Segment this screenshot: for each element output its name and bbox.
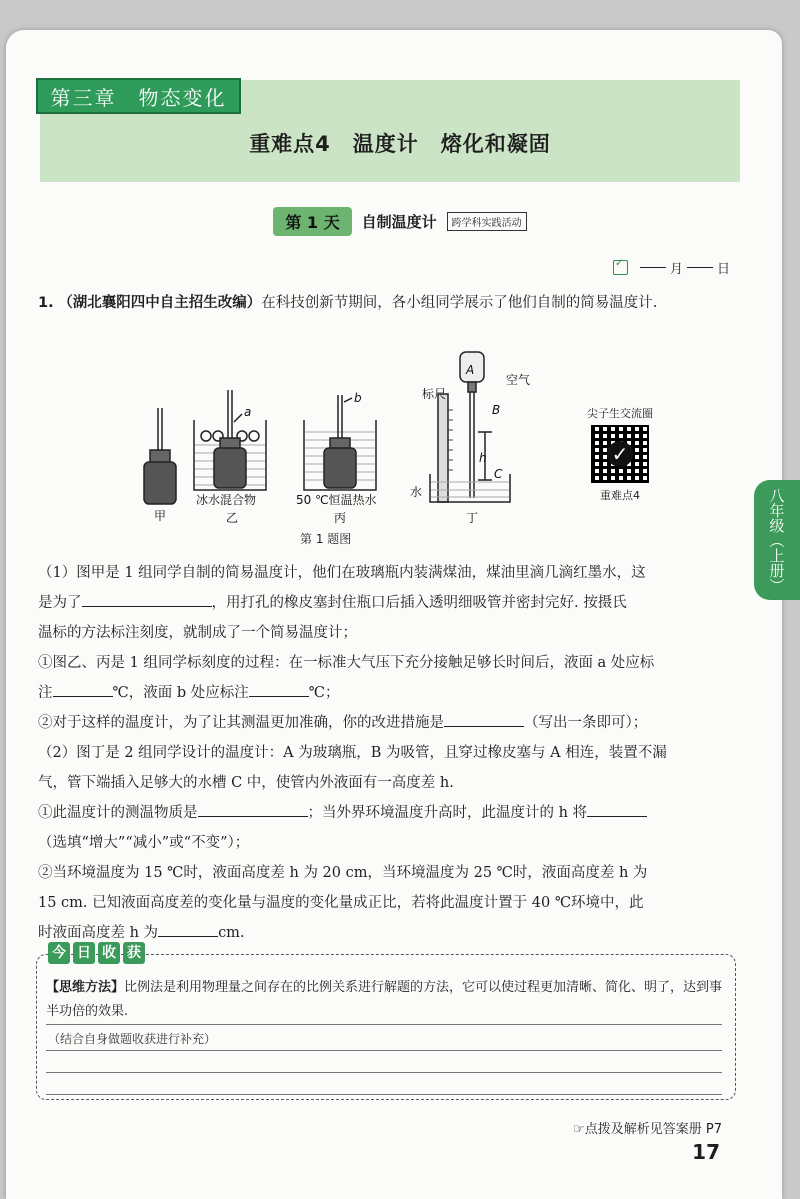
label-a-lower: a <box>244 405 252 419</box>
answer-blank-4[interactable] <box>444 708 524 727</box>
qr-bottom-label: 重难点4 <box>600 489 640 502</box>
answer-blank-7[interactable] <box>158 918 218 937</box>
part2-line1: （2）图丁是 2 组同学设计的温度计：A 为玻璃瓶，B 为吸管，且穿过橡皮塞与 A 相连，装置不漏 <box>38 745 667 761</box>
part1-line5-b: ℃，液面 b 处应标注 <box>112 685 249 701</box>
day-badge: 第 1 天 <box>273 207 351 236</box>
label-yi: 乙 <box>226 511 239 525</box>
harvest-hint: （结合自身做题收获进行补充） <box>48 1032 217 1046</box>
day-row <box>0 206 800 236</box>
beaker-yi <box>194 390 266 490</box>
answer-blank-3[interactable] <box>249 678 309 697</box>
label-jia: 甲 <box>154 509 167 523</box>
day-title: 自制温度计 <box>361 212 437 231</box>
part1-line6-a: ②对于这样的温度计，为了让其测温更加准确，你的改进措施是 <box>38 715 444 731</box>
part1-line5-c: ℃； <box>308 685 340 701</box>
day-label: 日 <box>716 262 730 277</box>
part1-line2-a: 是为了 <box>38 595 82 611</box>
part1-line4: ①图乙、丙是 1 组同学标刻度的过程：在一标准大气压下充分接触足够长时间后，液面 a 处应标 <box>38 655 655 671</box>
part2-line5: ②当环境温度为 15 ℃时，液面高度差 h 为 20 cm，当环境温度为 25 ℃时，液面高度差 h 为 <box>38 865 648 881</box>
bottle-jia <box>144 408 176 504</box>
part2-line3 <box>38 798 748 828</box>
grade-side-tab: 八年级（上册） <box>754 480 800 600</box>
label-b-upper: B <box>492 403 501 417</box>
answer-blank-5[interactable] <box>198 798 308 817</box>
part1-line6 <box>38 708 748 738</box>
note-line <box>46 1024 722 1025</box>
label-water: 水 <box>410 485 423 499</box>
qr-code-icon[interactable] <box>591 425 649 483</box>
page-title: 重难点4 温度计 熔化和凝固 <box>249 132 551 156</box>
part1-line5-a: 注 <box>38 685 53 701</box>
question-header <box>38 288 748 318</box>
label-hot-water: 50 ℃恒温热水 <box>296 493 377 507</box>
question-stem: 在科技创新节期间，各小组同学展示了他们自制的简易温度计. <box>261 295 658 311</box>
thinking-method-text: 比例法是利用物理量之间存在的比例关系进行解题的方法，它可以使过程更加清晰、简化、明了，达到事半功倍的效果. <box>46 980 723 1019</box>
month-blank[interactable] <box>640 267 666 268</box>
part1-line3: 温标的方法标注刻度，就制成了一个简易温度计； <box>38 625 357 641</box>
harvest-tag-char: 日 <box>73 942 95 964</box>
label-h: h <box>479 451 487 465</box>
label-c-upper: C <box>494 467 503 481</box>
chapter-tab: 第三章 物态变化 <box>36 78 241 114</box>
label-a-upper: A <box>466 363 475 377</box>
harvest-tag-char: 收 <box>98 942 120 964</box>
activity-tag: 跨学科实践活动 <box>447 212 527 231</box>
answer-blank-6[interactable] <box>587 798 647 817</box>
part1-line2 <box>38 588 748 618</box>
label-b-lower: b <box>354 391 362 405</box>
part2-line4: （选填“增大”“减小”或“不变”）； <box>38 835 250 851</box>
answer-reference: ☞点拨及解析见答案册 P7 <box>573 1122 722 1137</box>
harvest-tag-char: 今 <box>48 942 70 964</box>
calendar-check-icon <box>613 260 628 275</box>
part1-line5 <box>38 678 748 708</box>
figure-caption: 第 1 题图 <box>300 532 352 546</box>
check-icon: ✓ <box>607 441 633 467</box>
month-label: 月 <box>669 262 683 277</box>
harvest-tag <box>48 942 145 964</box>
label-ice-water: 冰水混合物 <box>196 493 257 507</box>
question-source: （湖北襄阳四中自主招生改编） <box>58 295 262 311</box>
qr-top-label: 尖子生交流圈 <box>587 407 653 420</box>
beaker-bing <box>304 395 376 490</box>
day-blank[interactable] <box>687 267 713 268</box>
label-ruler: 标尺 <box>422 387 447 401</box>
answer-blank-1[interactable] <box>82 588 212 607</box>
label-ding: 丁 <box>466 511 479 525</box>
part1-line2-b: ，用打孔的橡皮塞封住瓶口后插入透明细吸管并密封完好. 按摄氏 <box>211 595 627 611</box>
qr-box <box>565 405 675 503</box>
date-line <box>613 258 730 277</box>
part2-line6: 15 cm. 已知液面高度差的变化量与温度的变化量成正比，若将此温度计置于 40 ℃环境中，此 <box>38 895 644 911</box>
harvest-tag-char: 获 <box>123 942 145 964</box>
part2-line3-a: ①此温度计的测温物质是 <box>38 805 198 821</box>
answer-blank-2[interactable] <box>53 678 113 697</box>
thinking-method-label: 【思维方法】 <box>46 980 125 995</box>
part2-line7-b: cm. <box>218 925 245 941</box>
label-air: 空气 <box>506 373 531 387</box>
part2-line3-b: ；当外界环境温度升高时，此温度计的 h 将 <box>307 805 588 821</box>
thinking-method <box>46 976 726 1024</box>
part2-line7-a: 时液面高度差 h 为 <box>38 925 159 941</box>
note-line[interactable] <box>46 1094 722 1095</box>
label-bing: 丙 <box>334 511 347 525</box>
part1-line1: （1）图甲是 1 组同学自制的简易温度计，他们在玻璃瓶内装满煤油，煤油里滴几滴红墨水，这 <box>38 565 646 581</box>
note-line[interactable] <box>46 1050 722 1051</box>
part2-line2: 气，管下端插入足够大的水槽 C 中，使管内外液面有一高度差 h. <box>38 775 454 791</box>
part1-line6-b: （写出一条即可）； <box>524 715 648 731</box>
page-number: 17 <box>692 1140 720 1164</box>
note-line[interactable] <box>46 1072 722 1073</box>
question-number: 1. <box>38 295 54 311</box>
